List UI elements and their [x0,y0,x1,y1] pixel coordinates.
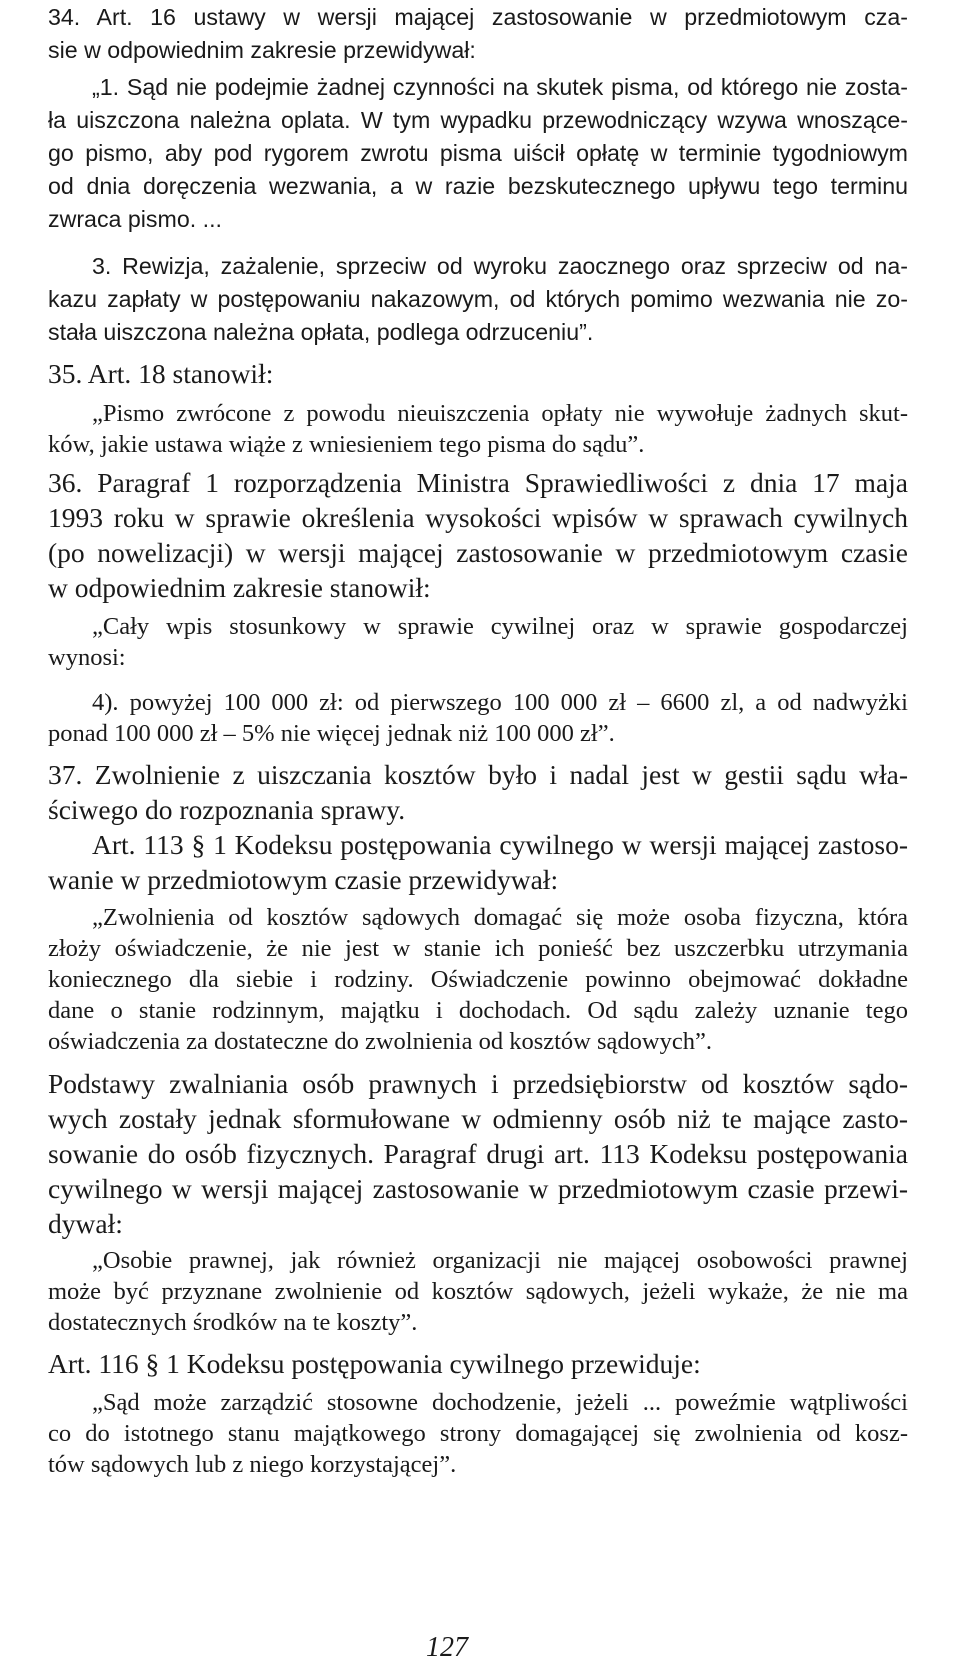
paragraph-36-line-4: w odpowiednim zakresie stanowił: [48,572,431,603]
paragraph-legal-persons-line-2: wych zostały jednak sformułowane w odmienny osób niż te mające zasto- [48,1103,908,1134]
paragraph-35: 35. Art. 18 stanowił: [48,358,274,389]
quote-point4-line-2: ponad 100 000 zł – 5% nie więcej jednak niż 100 000 zł”. [48,720,615,747]
quote-art113-1-line-1: „Zwolnienia od kosztów sądowych domagać się może osoba fizyczna, która [92,904,908,931]
paragraph-36-line-3: (po nowelizacji) w wersji mającej zastosowanie w przedmiotowym czasie [48,537,908,568]
paragraph-36-line-1: 36. Paragraf 1 rozporządzenia Ministra Sprawiedliwości z dnia 17 maja [48,467,908,498]
page-number: 127 [426,1632,468,1663]
paragraph-legal-persons-line-3: sowanie do osób fizycznych. Paragraf drugi art. 113 Kodeksu postępowania [48,1138,908,1169]
quote-regulation-line-2: wynosi: [48,644,126,671]
paragraph-legal-persons-line-5: dywał: [48,1208,123,1239]
quote-art113-1-line-3: koniecznego dla siebie i rodziny. Oświadczenie powinno obejmować dokładne [48,966,908,993]
quote-art113-2-line-2: może być przyznane zwolnienie od kosztów sądowych, jeżeli wykaże, że nie ma [48,1278,908,1305]
quote-art113-1-line-5: oświadczenia za dostateczne do zwolnienia od kosztów sądowych”. [48,1028,712,1055]
quote-point3-line-2: kazu zapłaty w postępowaniu nakazowym, od których pomimo wezwania nie zo- [48,286,908,312]
quote-art116-line-2: co do istotnego stanu majątkowego strony domagającej się zwolnienia od kosz- [48,1420,908,1447]
quote-art16-line-1: „1. Sąd nie podejmie żadnej czynności na skutek pisma, od którego nie zosta- [92,74,908,100]
quote-art16-line-2: ła uiszczona należna oplata. W tym wypadku przewodniczący wzywa wnoszące- [48,107,908,133]
quote-art113-1-line-4: dane o stanie rodzinnym, majątku i dochodach. Od sądu zależy uznanie tego [48,997,908,1024]
quote-art113-2-line-1: „Osobie prawnej, jak również organizacji nie mającej osobowości prawnej [92,1247,908,1274]
quote-art16-line-3: go pismo, aby pod rygorem zwrotu pisma uiścił opłatę w terminie tygodniowym [48,140,908,166]
paragraph-37-line-2: ściwego do rozpoznania sprawy. [48,794,406,825]
quote-art18-line-1: „Pismo zwrócone z powodu nieuiszczenia opłaty nie wywołuje żadnych skut- [92,400,908,427]
paragraph-37-line-1: 37. Zwolnienie z uiszczania kosztów było i nadal jest w gestii sądu wła- [48,759,908,790]
paragraph-art113-line-2: wanie w przedmiotowym czasie przewidywał: [48,864,559,895]
paragraph-36-line-2: 1993 roku w sprawie określenia wysokości wpisów w sprawach cywilnych [48,502,908,533]
quote-point4-line-1: 4). powyżej 100 000 zł: od pierwszego 100 000 zł – 6600 zl, a od nadwyżki [92,689,908,716]
quote-art116-line-1: „Sąd może zarządzić stosowne dochodzenie, jeżeli ... poweźmie wątpliwości [92,1389,908,1416]
quote-point3-line-1: 3. Rewizja, zażalenie, sprzeciw od wyroku zaocznego oraz sprzeciw od na- [92,253,908,279]
quote-point3-line-3: stała uiszczona należna opłata, podlega odrzuceniu”. [48,319,594,345]
quote-art113-2-line-3: dostatecznych środków na te koszty”. [48,1309,418,1336]
paragraph-art113-line-1: Art. 113 § 1 Kodeksu postępowania cywilnego w wersji mającej zastoso- [92,829,908,860]
quote-art113-1-line-2: złoży oświadczenie, że nie jest w stanie ich ponieść bez uszczerbku utrzymania [48,935,908,962]
quote-art16-line-4: od dnia doręczenia wezwania, a w razie bezskutecznego upływu tego terminu [48,173,908,199]
paragraph-art116: Art. 116 § 1 Kodeksu postępowania cywilnego przewiduje: [48,1348,701,1379]
quote-art116-line-3: tów sądowych lub z niego korzystającej”. [48,1451,457,1478]
paragraph-legal-persons-line-1: Podstawy zwalniania osób prawnych i przedsiębiorstw od kosztów sądo- [48,1068,908,1099]
paragraph-legal-persons-line-4: cywilnego w wersji mającej zastosowanie w przedmiotowym czasie przewi- [48,1173,908,1204]
quote-art18-line-2: ków, jakie ustawa wiąże z wniesieniem tego pisma do sądu”. [48,431,645,458]
quote-regulation-line-1: „Cały wpis stosunkowy w sprawie cywilnej oraz w sprawie gospodarczej [92,613,908,640]
paragraph-34-line-2: sie w odpowiednim zakresie przewidywał: [48,37,476,63]
quote-art16-line-5: zwraca pismo. ... [48,206,222,232]
paragraph-34-line-1: 34. Art. 16 ustawy w wersji mającej zastosowanie w przedmiotowym cza- [48,4,908,30]
